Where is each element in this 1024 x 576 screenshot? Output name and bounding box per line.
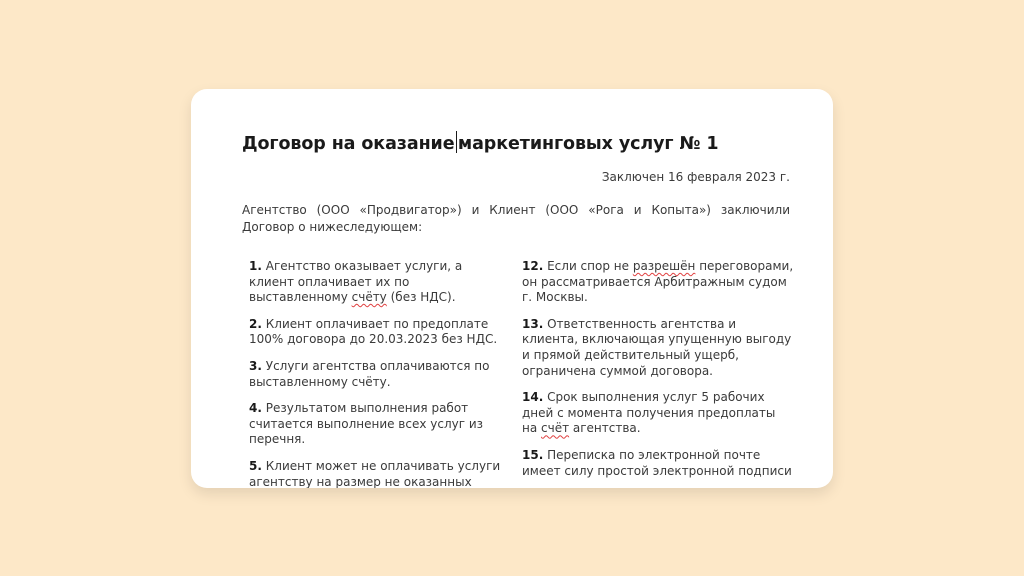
clause-1 xyxy=(249,259,511,306)
clause-text: Ответственность агентства и клиента, включающая упущенную выгоду и прямой действительный ущерб, ограничена суммой договора. xyxy=(522,316,792,378)
clause-14 xyxy=(522,390,794,437)
document-card xyxy=(191,89,833,488)
clause-number: 3. xyxy=(249,358,262,373)
clause-text: Если спор не xyxy=(547,259,633,273)
intro-paragraph: Агентство (ООО «Продвигатор») и Клиент (ООО «Рога и Копыта») заключили Договор о нижеследующем: xyxy=(242,203,790,234)
text-cursor xyxy=(456,131,457,153)
title-part-1: Договор на оказание xyxy=(242,134,455,154)
clause-13 xyxy=(522,317,794,379)
clause-text: Клиент оплачивает по предоплате 100% договора до 20.03.2023 без НДС. xyxy=(249,316,498,347)
clauses-left-column xyxy=(249,259,511,488)
clause-text: Клиент может не оплачивать услуги агентству на размер не оказанных xyxy=(249,458,501,488)
clause-number: 5. xyxy=(249,458,262,473)
clause-text: Переписка по электронной почте имеет силу простой электронной подписи xyxy=(522,447,792,478)
clause-2 xyxy=(249,317,511,348)
clause-text: Агентство оказывает услуги, а клиент оплачивает их по выставленному xyxy=(249,259,463,305)
clause-number: 12. xyxy=(522,259,544,273)
document-body[interactable] xyxy=(242,131,794,488)
contract-date: Заключен 16 февраля 2023 г. xyxy=(601,170,790,184)
clause-number: 13. xyxy=(522,316,544,331)
clause-text-end: агентства. xyxy=(569,421,641,436)
clause-4 xyxy=(249,401,511,448)
clause-number: 2. xyxy=(249,316,262,331)
clause-number: 1. xyxy=(249,259,262,273)
clause-12 xyxy=(522,259,794,306)
clause-15 xyxy=(522,448,794,479)
clause-text: Срок выполнения услуг 5 рабочих дней с момента получения предоплаты на xyxy=(522,390,776,436)
clause-3 xyxy=(249,359,511,390)
clauses-right-column xyxy=(522,259,794,488)
spellcheck-word[interactable]: счёту xyxy=(351,290,387,305)
clause-text: Услуги агентства оплачиваются по выставленному счёту. xyxy=(249,358,490,389)
document-title xyxy=(242,131,790,154)
clause-text-end: (без НДС). xyxy=(386,290,456,305)
clause-number: 4. xyxy=(249,401,262,416)
title-part-2: маркетинговых услуг № 1 xyxy=(457,134,719,154)
clause-number: 14. xyxy=(522,390,544,405)
clause-number: 15. xyxy=(522,447,544,462)
spellcheck-word[interactable]: счёт xyxy=(541,421,570,436)
clause-text: Результатом выполнения работ считается выполнение всех услуг из перечня. xyxy=(249,401,484,447)
clause-5 xyxy=(249,459,511,488)
spellcheck-word[interactable]: разрешён xyxy=(632,259,696,273)
clause-text-end: переговорами, он рассматривается Арбитражным судом г. Москвы. xyxy=(522,259,794,305)
